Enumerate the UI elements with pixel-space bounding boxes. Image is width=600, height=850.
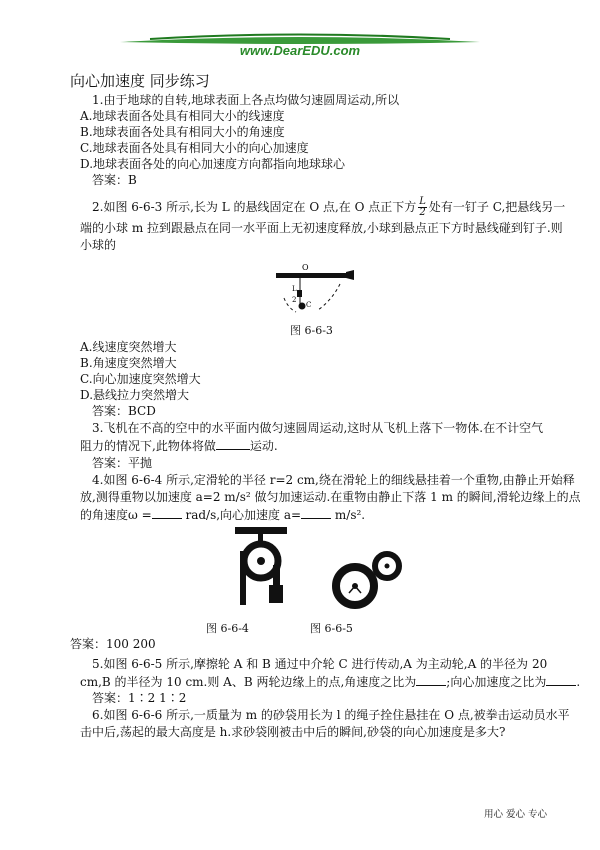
q3-answer: 答案：平抛 [92,456,153,470]
page-header [0,0,600,60]
q2-line3: 小球的 [80,238,117,252]
q4-blank-a[interactable] [301,506,331,519]
figure-6-6-5-caption: 图 6-6-5 [310,622,353,635]
q4-blank-omega[interactable] [152,506,182,519]
page-title: 向心加速度 同步练习 [70,72,210,90]
q3-line2-b: 运动. [249,439,278,453]
figure-6-6-4 [225,525,295,607]
figure-6-6-4-caption: 图 6-6-4 [206,622,249,635]
figure-6-6-5 [330,548,410,610]
q1-answer: 答案：B [92,173,137,187]
q4-line3-a: 的角速度ω = [80,508,152,522]
q6-line2: 击中后,荡起的最大高度是 h.求砂袋刚被击中后的瞬间,砂袋的向心加速度是多大? [80,725,506,739]
q5-line2-c: . [576,675,581,689]
q1-option-a: A.地球表面各处具有相同大小的线速度 [80,109,285,123]
q1-option-c: C.地球表面各处具有相同大小的向心加速度 [80,141,309,155]
q5-line1: 5.如图 6-6-5 所示,摩擦轮 A 和 B 通过中介轮 C 进行传动,A 为主动轮,A 的半径为 [92,657,529,671]
q2-option-a: A.线速度突然增大 [80,340,177,354]
q3-blank[interactable] [216,437,250,450]
q1-stem: 1.由于地球的自转,地球表面上各点均做匀速圆周运动,所以 [92,93,400,107]
q2-option-b: B.角速度突然增大 [80,356,177,370]
q2-answer: 答案：BCD [92,404,156,418]
q2-fraction [418,197,427,218]
q4-answer: 答案：100 200 [70,637,156,651]
q4-line1: 4.如图 6-6-4 所示,定滑轮的半径 r=2 cm,绕在滑轮上的细线悬挂着一个重物,由静止开始释 [92,473,575,487]
q4-line2: 放,测得重物以加速度 a=2 m/s² 做匀加速运动.在重物由静止下落 1 m 的瞬间,滑轮边缘上的点 [80,490,581,504]
q3-line1: 3.飞机在不高的空中的水平面内做匀速圆周运动,这时从飞机上落下一物体.在不计空气 [92,421,544,435]
q2-line1 [92,197,565,218]
q5-blank-omega[interactable] [416,673,446,686]
q2-frac-den: 2 [419,207,426,218]
figure-6-6-3 [270,258,360,318]
fig-label-o: O [302,263,309,272]
q4-line3 [80,506,365,523]
q1-option-b: B.地球表面各处具有相同大小的角速度 [80,125,285,139]
q1-option-d: D.地球表面各处的向心加速度方向都指向地球球心 [80,157,346,171]
q2-option-d: D.悬线拉力突然增大 [80,388,190,402]
q3-line2-a: 阻力的情况下,此物体将做 [80,439,216,453]
fig-label-l: L [292,285,297,293]
fig-label-2: 2 [292,296,297,304]
q4-line3-b: rad/s,向心加速度 a= [181,508,302,522]
q2-line2: 端的小球 m 拉到跟悬点在同一水平面上无初速度释放,小球到悬点正下方时悬线碰到钉子.则 [80,221,563,235]
q4-line3-c: m/s². [331,508,366,522]
q5-line1-b: 20 [532,657,548,671]
q2-line1-a: 2.如图 6-6-3 所示,长为 L 的悬线固定在 O 点,在 O 点正下方 [92,200,417,214]
figure-6-6-3-caption: 图 6-6-3 [290,324,333,337]
site-url[interactable]: www.DearEDU.com [239,43,361,58]
q5-line2-b: ;向心加速度之比为 [446,675,547,689]
q2-line1-b: 处有一钉子 C,把悬线另一 [428,200,566,214]
q5-blank-a[interactable] [546,673,576,686]
q5-line2 [80,673,580,690]
q6-line1: 6.如图 6-6-6 所示,一质量为 m 的砂袋用长为 l 的绳子拴住悬挂在 O 点,被拳击运动员水平 [92,708,570,722]
q3-line2 [80,437,278,454]
page-footer: 用心 爱心 专心 [484,809,548,820]
q5-answer: 答案：1∶2 1∶2 [92,691,187,705]
fig-label-c: C [306,301,312,309]
q2-frac-num: L [419,196,426,207]
q5-line2-a: cm,B 的半径为 10 cm.则 A、B 两轮边缘上的点,角速度之比为 [80,675,417,689]
q2-option-c: C.向心加速度突然增大 [80,372,201,386]
